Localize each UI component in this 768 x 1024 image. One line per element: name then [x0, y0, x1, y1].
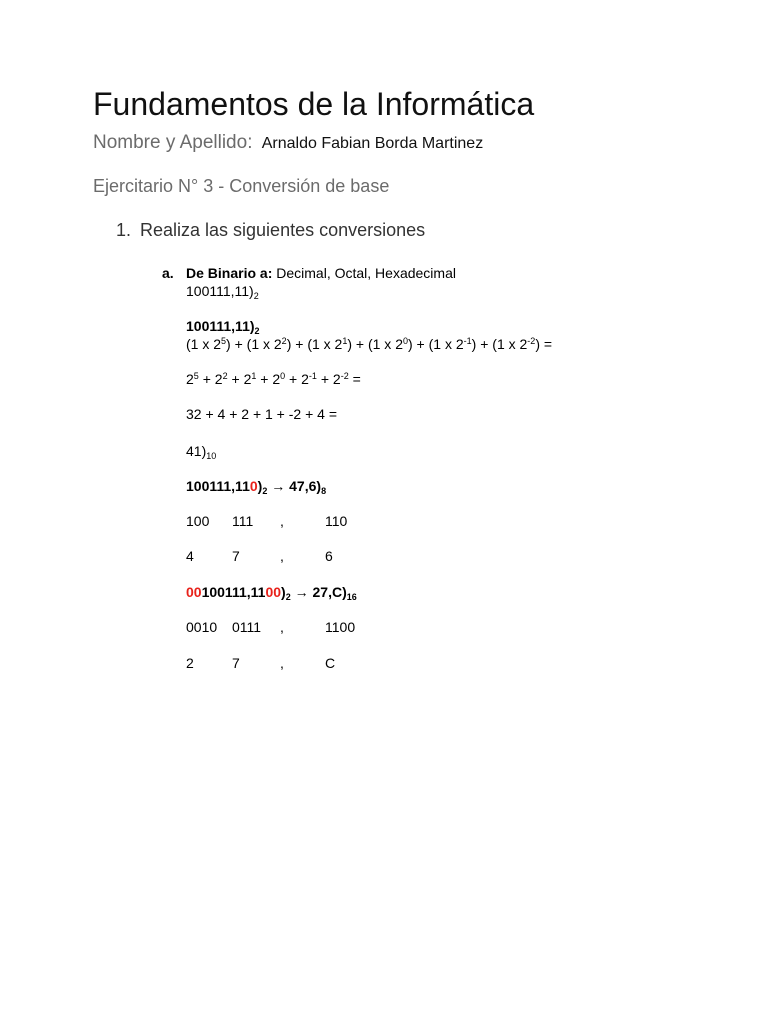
expansion-term-separator: ) =	[535, 336, 553, 352]
part-number	[186, 283, 259, 299]
task-text: Realiza las siguientes conversiones	[140, 220, 426, 240]
power-term-separator: +	[256, 371, 273, 387]
hex-group: 1100	[325, 619, 356, 635]
hex-digit: 2	[186, 655, 194, 671]
expansion-term-exponent: 0	[402, 336, 408, 346]
power-term-separator: =	[348, 371, 361, 387]
octal-padding: 0	[249, 478, 258, 494]
hex-result-base: 16	[346, 592, 357, 602]
hex-group: 0111	[232, 619, 262, 635]
expansion-term-base: (1 x 2	[428, 336, 464, 352]
expansion-term-base: (1 x 2	[186, 336, 222, 352]
decimal-number	[186, 318, 260, 334]
expansion-term-separator: ) +	[286, 336, 308, 352]
octal-binary-close: )	[257, 478, 263, 494]
octal-group: 110	[325, 513, 348, 529]
hex-separator: ,	[280, 655, 284, 671]
hex-padding-right: 00	[265, 584, 282, 600]
hex-result: 27,C)	[312, 584, 347, 600]
hex-conversion	[186, 584, 357, 600]
octal-result-base: 8	[321, 486, 327, 496]
hex-padding-left: 00	[186, 584, 202, 600]
expansion-term-base: (1 x 2	[307, 336, 343, 352]
power-term-base: 2	[186, 371, 194, 387]
power-term-base: 2	[214, 371, 223, 387]
name-label: Nombre y Apellido:	[93, 132, 253, 153]
decimal-expansion	[186, 336, 552, 352]
expansion-term-separator: ) +	[347, 336, 368, 352]
octal-digit: 6	[325, 548, 333, 564]
power-term-base: 2	[301, 371, 309, 387]
power-term-base: 2	[332, 371, 341, 387]
task-item	[116, 220, 425, 241]
expansion-term-base: (1 x 2	[246, 336, 282, 352]
power-term-separator: +	[316, 371, 333, 387]
power-term-exponent: 1	[251, 371, 257, 381]
power-term-separator: +	[227, 371, 244, 387]
decimal-number-value: 100111,11)	[186, 318, 255, 334]
part-heading-bold: De Binario a:	[186, 265, 273, 281]
octal-group: 111	[232, 513, 254, 529]
part-letter: a.	[162, 265, 174, 281]
octal-digit: 7	[232, 548, 240, 564]
expansion-term-base: (1 x 2	[492, 336, 528, 352]
expansion-term-exponent: -2	[527, 336, 536, 346]
hex-separator: ,	[280, 619, 284, 635]
decimal-result-value: 41)	[186, 443, 207, 459]
power-term-base: 2	[243, 371, 252, 387]
document-title: Fundamentos de la Informática	[93, 86, 535, 122]
expansion-term-exponent: 1	[342, 336, 348, 346]
power-term-exponent: -1	[308, 371, 317, 381]
expansion-term-exponent: 2	[281, 336, 287, 346]
octal-separator: ,	[280, 548, 284, 564]
octal-group: 100	[186, 513, 210, 529]
octal-separator: ,	[280, 513, 284, 529]
part-heading	[186, 265, 456, 281]
name-value: Arnaldo Fabian Borda Martinez	[261, 135, 484, 152]
hex-group: 0010	[186, 619, 218, 635]
hex-binary: 100111,11	[201, 584, 266, 600]
power-term-exponent: 2	[222, 371, 228, 381]
decimal-result-base: 10	[206, 451, 217, 461]
part-heading-rest: Decimal, Octal, Hexadecimal	[276, 265, 456, 281]
name-line	[93, 132, 483, 154]
expansion-term-separator: ) +	[408, 336, 429, 352]
power-term-exponent: 5	[193, 371, 199, 381]
task-number: 1.	[116, 220, 132, 240]
decimal-powers	[186, 371, 361, 387]
octal-conversion	[186, 478, 326, 494]
decimal-number-base: 2	[254, 326, 260, 336]
power-term-separator: +	[285, 371, 302, 387]
part-number-base: 2	[253, 291, 259, 301]
power-term-exponent: 0	[280, 371, 286, 381]
hex-digit: C	[325, 655, 336, 671]
octal-binary: 100111,11	[186, 478, 250, 494]
exercise-title: Ejercitario N° 3 - Conversión de base	[93, 176, 390, 196]
part-number-value: 100111,11)	[186, 283, 254, 299]
expansion-term-separator: ) +	[226, 336, 247, 352]
expansion-term-separator: ) +	[471, 336, 493, 352]
expansion-term-exponent: -1	[463, 336, 472, 346]
decimal-result	[186, 443, 216, 459]
power-term-base: 2	[272, 371, 281, 387]
expansion-term-base: (1 x 2	[367, 336, 403, 352]
power-term-exponent: -2	[340, 371, 349, 381]
hex-binary-close: )	[281, 584, 286, 600]
arrow-icon: →	[290, 584, 313, 600]
hex-digit: 7	[232, 655, 240, 671]
octal-result: 47,6)	[289, 478, 322, 494]
hex-binary-base: 2	[285, 592, 291, 602]
expansion-term-exponent: 5	[221, 336, 227, 346]
power-term-separator: +	[198, 371, 215, 387]
arrow-icon: →	[267, 478, 290, 494]
decimal-sum: 32 + 4 + 2 + 1 + -2 + 4 =	[186, 406, 338, 422]
octal-digit: 4	[186, 548, 194, 564]
octal-binary-base: 2	[262, 486, 268, 496]
